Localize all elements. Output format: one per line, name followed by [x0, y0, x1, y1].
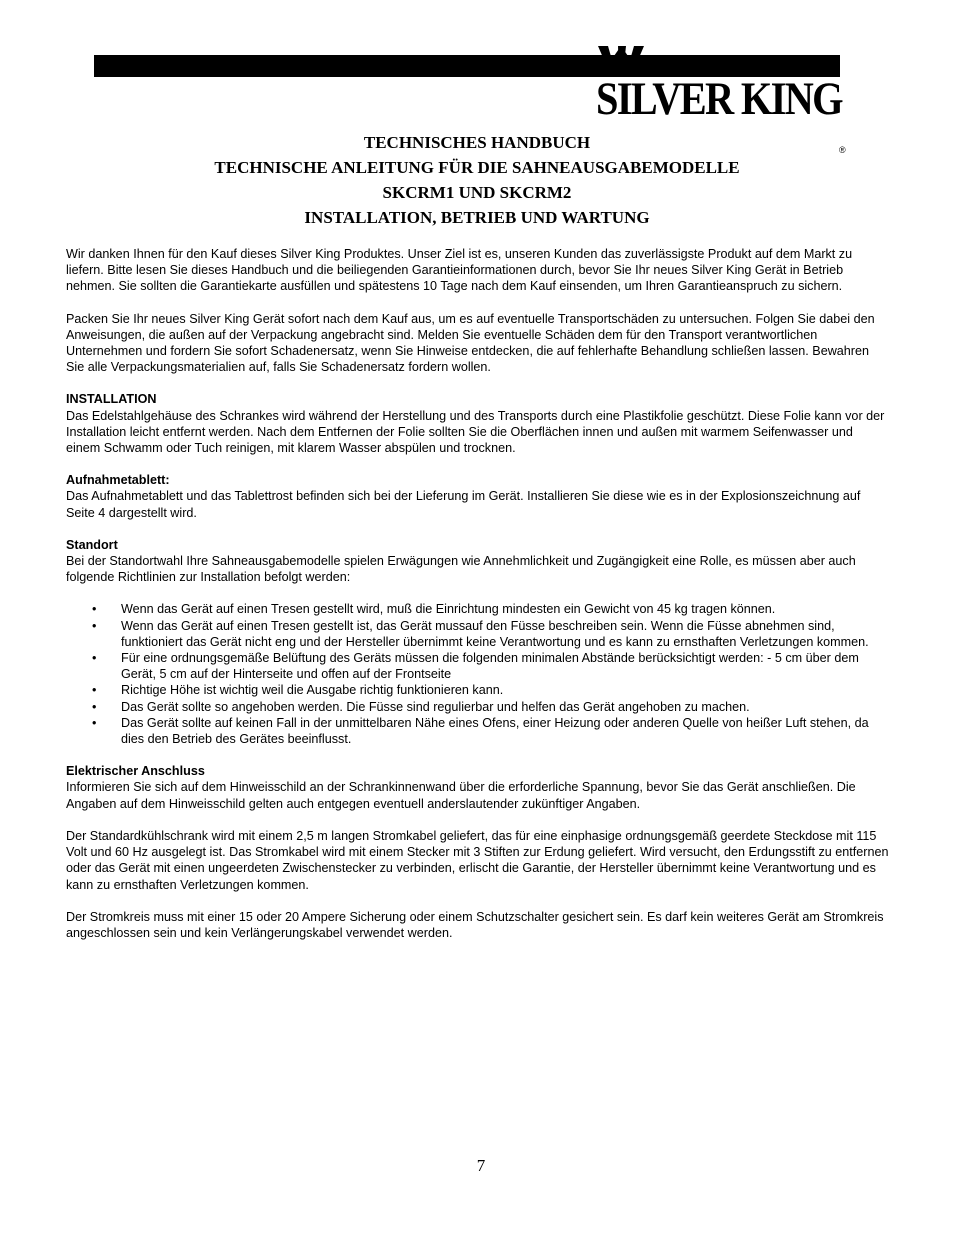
- bullet: •: [92, 699, 97, 714]
- list-item-text: Für eine ordnungsgemäße Belüftung des Geräts müssen die folgenden minimalen Abstände berücksichtigt werden: - 5 cm über dem Gerät, 5 cm auf der Hinterseite und offen auf der Frontseite: [121, 651, 859, 682]
- list-item-text: Das Gerät sollte auf keinen Fall in der unmittelbaren Nähe eines Ofens, einer Heizung oder anderen Quelle von heißer Luft stehen, da dies den Betrieb des Gerätes beeinflusst.: [121, 715, 869, 747]
- list-item: [66, 601, 890, 617]
- list-item-text: Wenn das Gerät auf einen Tresen gestellt ist, das Gerät mussauf den Füsse beschreiben sein. Wenn die Füsse abnehmen sind, funktioniert das Gerät nicht eng und der Hersteller übernimmt keine Verantwortung und es kann zu ernsthaften Verletzungen kommen.: [121, 618, 869, 649]
- registered-mark: ®: [839, 145, 846, 155]
- elektrik-text: Der Standardkühlschrank wird mit einem 2,5 m langen Stromkabel geliefert, das für eine einphasige ordnungsgemäß geerdete Steckdose mit 115 Volt und 60 Hz ausgelegt ist. Das Stromkabel wird mit einem Stecker mit 3 Stiften zur Erdung geliefert. Wird versucht, den Erdungsstift zu entfernen oder das Gerät mit einen ungeerdeten Zwischenstecker zu verbinden, erlischt die Garantie, der Hersteller übernimmt keine Verantwortung und es kann zu ernsthaften Verletzungen kommen.: [66, 828, 889, 892]
- section-heading-tablett: Aufnahmetablett:: [66, 473, 170, 488]
- list-item: [66, 715, 890, 747]
- title-line: SKCRM1 UND SKCRM2: [382, 183, 572, 202]
- section-heading-standort: Standort: [66, 537, 118, 552]
- elektrik-text: Der Stromkreis muss mit einer 15 oder 20 Ampere Sicherung oder einem Schutzschalter gesichert sein. Es darf kein weiteres Gerät am Stromkreis angeschlossen sein und kein Verlängerungskabel verwendet werden.: [66, 909, 884, 940]
- standort-list: [66, 601, 890, 747]
- bullet: •: [92, 602, 97, 617]
- intro-paragraph: Wir danken Ihnen für den Kauf dieses Silver King Produktes. Unser Ziel ist es, unseren Kunden das zuverlässigste Produkt auf dem Markt zu liefern. Bitte lesen Sie dieses Handbuch und die beiliegenden Garantieinformationen durch, bevor Sie Ihr neues Silver King Gerät in Betrieb nehmen. Sie sollten die Garantiekarte ausfüllen und spätestens 10 Tage nach dem Kauf einsenden, um Ihren Garantieanspruch zu sichern.: [66, 247, 853, 294]
- intro-paragraph: Packen Sie Ihr neues Silver King Gerät sofort nach dem Kauf aus, um es auf eventuelle Transportschäden zu untersuchen. Folgen Sie dabei den Anweisungen, die außen auf der Verpackung angebracht sind. Melden Sie eventuelle Schäden dem für den Transport verantwortlichen Unternehmen und fordern Sie sofort Schadenersatz, wenn Sie Hinweise entdecken, die auf fehlerhafte Behandlung schließen lassen. Bewahren Sie alle Verpackungsmaterialien auf, falls Sie Schadenersatz fordern wollen.: [66, 311, 875, 375]
- section-heading-installation: INSTALLATION: [66, 392, 157, 407]
- elektrik-text: Informieren Sie sich auf dem Hinweisschild an der Schrankinnenwand über die erforderliche Spannung, bevor Sie das Gerät anschließen. Die Angaben auf dem Hinweisschild gelten auch entgegen eventuell anderslautender zukünftiger Angaben.: [66, 780, 856, 811]
- installation-text: Das Edelstahlgehäuse des Schrankes wird während der Herstellung und des Transports durch eine Plastikfolie geschützt. Diese Folie kann vor der Installation leicht entfernt werden. Nach dem Entfernen der Folie sollten Sie die Oberflächen innen und außen mit warmem Seifenwasser und einem Schwamm oder Tuch reinigen, mit klarem Wasser abspülen und trocknen.: [66, 408, 885, 456]
- list-item: [66, 699, 890, 715]
- list-item: [66, 618, 890, 650]
- bullet: •: [92, 651, 97, 666]
- list-item-text: Richtige Höhe ist wichtig weil die Ausgabe richtig funktionieren kann.: [121, 683, 504, 698]
- bullet: •: [92, 715, 97, 730]
- silver-king-logo: [596, 46, 852, 155]
- title-line: TECHNISCHE ANLEITUNG FÜR DIE SAHNEAUSGABEMODELLE: [214, 158, 740, 177]
- list-item-text: Wenn das Gerät auf einen Tresen gestellt wird, muß die Einrichtung mindesten ein Gewicht von 45 kg tragen können.: [121, 602, 776, 617]
- title-line: INSTALLATION, BETRIEB UND WARTUNG: [304, 208, 650, 227]
- document-body: [66, 246, 890, 957]
- section-heading-elektrik: Elektrischer Anschluss: [66, 764, 205, 779]
- tablett-text: Das Aufnahmetablett und das Tablettrost befinden sich bei der Lieferung im Gerät. Installieren Sie diese wie es in der Explosionszeichnung auf Seite 4 dargestellt wird.: [66, 489, 861, 520]
- title-line: TECHNISCHES HANDBUCH: [363, 133, 591, 152]
- bullet: •: [92, 683, 97, 698]
- crown-icon: [596, 46, 646, 76]
- bullet: •: [92, 618, 97, 633]
- logo-wordmark: SILVER KING: [596, 73, 842, 125]
- document-titles: [0, 130, 954, 230]
- list-item: [66, 650, 890, 682]
- list-item-text: Das Gerät sollte so angehoben werden. Die Füsse sind regulierbar und helfen das Gerät angehoben zu machen.: [121, 699, 750, 714]
- list-item: [66, 682, 890, 698]
- standort-text: Bei der Standortwahl Ihre Sahneausgabemodelle spielen Erwägungen wie Annehmlichkeit und Zugängigkeit eine Rolle, es müssen aber auch folgende Richtlinien zur Installation befolgt werden:: [66, 554, 856, 585]
- page-number: 7: [476, 1156, 486, 1175]
